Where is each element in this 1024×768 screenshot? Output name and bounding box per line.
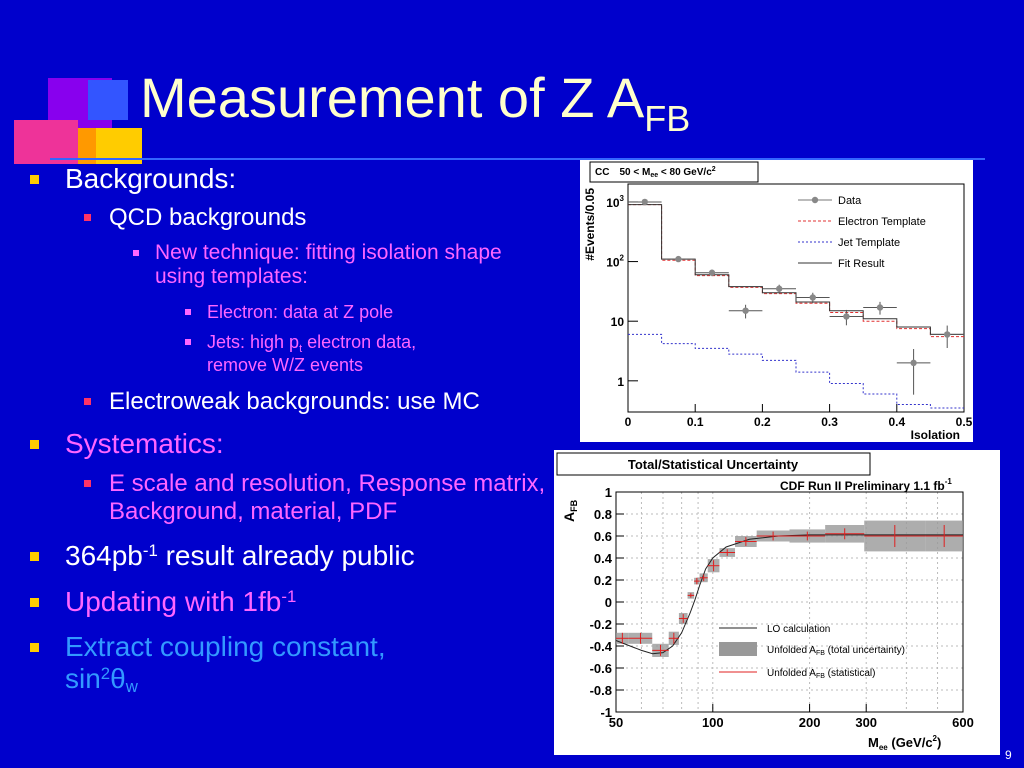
x-tick-label: 0.2: [754, 415, 771, 429]
legend-label: Electron Template: [838, 216, 926, 228]
bullet-text: Backgrounds:: [65, 163, 237, 194]
legend-marker: [812, 197, 818, 203]
y-tick-label: 10: [610, 315, 624, 330]
x-axis-label: Isolation: [910, 428, 960, 442]
legend-label: Jet Template: [838, 237, 901, 249]
y-tick-label: -0.6: [589, 661, 612, 676]
bullet-text: Electron: data at Z pole: [207, 302, 394, 322]
afb-chart: [554, 450, 1000, 755]
legend-label: Data: [838, 195, 862, 207]
y-tick-label: 0: [604, 595, 612, 610]
data-point: [877, 304, 883, 310]
legend-swatch-total: [719, 642, 757, 656]
y-tick-label: 0.6: [593, 529, 612, 544]
data-point: [910, 360, 916, 366]
bullet-marker: [185, 309, 191, 315]
bullet-text: E scale and resolution, Response matrix, Background, material, PDF: [109, 470, 546, 525]
bullet-qcd: [84, 204, 554, 232]
y-tick-label: 1: [604, 485, 612, 500]
y-tick-label: 0.2: [593, 573, 612, 588]
range-label: CC $50 < M_{ee} < 80$ GeV/$c^2$: [595, 166, 716, 179]
slide-title-sub: FB: [644, 98, 691, 139]
bullet-marker: [84, 398, 91, 405]
x-tick-label: 200: [798, 715, 821, 730]
slide-title: [140, 66, 691, 139]
bullet-electron: [185, 302, 545, 323]
bullet-text: Systematics:: [65, 428, 224, 459]
y-tick-label: -0.8: [589, 683, 612, 698]
y-tick-label: 1: [617, 374, 624, 389]
data-point: [709, 270, 715, 276]
y-tick-label: 0.8: [593, 507, 612, 522]
data-point: [742, 307, 748, 313]
legend-label: Fit Result: [838, 258, 885, 270]
afb-chart-panel: [554, 450, 1000, 755]
bullet-public: [30, 540, 550, 572]
bullet-marker: [84, 480, 91, 487]
y-axis-label: #Events/0.05: [583, 188, 597, 261]
x-tick-label: 0.5: [955, 415, 973, 429]
bullet-text: QCD backgrounds: [109, 204, 307, 231]
bullet-marker: [30, 175, 39, 184]
bullet-text: Extract coupling constant, $\sin^2\theta w$: [65, 631, 386, 697]
legend-label: Unfolded $A_{FB}$ (total uncertainty): [767, 645, 905, 657]
y-tick-label: 0.4: [593, 551, 612, 566]
x-tick-label: 300: [855, 715, 878, 730]
x-tick-label: 0.4: [888, 415, 906, 429]
bullet-marker: [30, 440, 39, 449]
y-tick-label: -0.2: [589, 617, 612, 632]
bullet-text: Updating with $1fb^{-1}$: [65, 586, 297, 617]
bullet-marker: [185, 339, 191, 345]
page-number: 9: [1005, 748, 1012, 762]
bullet-electroweak: [84, 388, 564, 416]
bullet-marker: [133, 250, 139, 256]
cdf-annotation: CDF Run II Preliminary 1.1 $fb^{-1}$: [780, 477, 952, 493]
x-tick-label: 0.1: [686, 415, 704, 429]
bullet-jets: [185, 332, 545, 376]
x-tick-label: 0.3: [821, 415, 838, 429]
legend-label: Unfolded $A_{FB}$ (statistical): [767, 668, 876, 680]
legend-label: LO calculation: [767, 624, 831, 635]
data-point: [675, 256, 681, 262]
data-point: [810, 294, 816, 300]
bullet-updating: [30, 586, 550, 618]
y-tick-label: $10^2$: [606, 253, 624, 270]
y-tick-label: -0.4: [589, 639, 612, 654]
x-tick-label: 50: [608, 715, 624, 730]
deco-square-blue: [88, 80, 128, 120]
data-point: [642, 199, 648, 205]
data-point: [944, 331, 950, 337]
y-axis-label: $A_{FB}$: [561, 499, 579, 522]
bullet-text: Jets: high $p_t$ electron data, remove W/Z events: [207, 332, 417, 376]
bullet-extract: [30, 631, 550, 697]
bullet-escale: [84, 470, 554, 525]
isolation-chart-panel: [580, 160, 973, 442]
x-tick-label: 0: [624, 415, 632, 429]
isolation-chart: [580, 160, 973, 442]
bullet-marker: [84, 214, 91, 221]
bullet-new-technique: [133, 241, 533, 289]
y-tick-label: $10^3$: [606, 193, 624, 210]
x-tick-label: 100: [701, 715, 724, 730]
lo-calculation-curve: [616, 535, 963, 654]
slide-title-main: Measurement of Z A: [140, 66, 645, 129]
y-tick-label: -1: [600, 705, 612, 720]
bullet-marker: [30, 598, 39, 607]
x-axis-label: $M_{ee}$ $(GeV/c^2)$: [868, 734, 942, 752]
bullet-text: New technique: fitting isolation shape using templates:: [155, 241, 502, 289]
bullet-marker: [30, 552, 39, 561]
bullet-marker: [30, 643, 39, 652]
data-point: [776, 286, 782, 292]
x-tick-label: 600: [952, 715, 974, 730]
afb-title: Total/Statistical Uncertainty: [627, 457, 799, 472]
bullet-text: Electroweak backgrounds: use MC: [109, 388, 480, 415]
data-point: [843, 313, 849, 319]
bullet-backgrounds: [30, 163, 550, 195]
bullet-systematics: [30, 428, 550, 460]
bullet-text: $364pb^{-1}$ result already public: [65, 540, 415, 571]
